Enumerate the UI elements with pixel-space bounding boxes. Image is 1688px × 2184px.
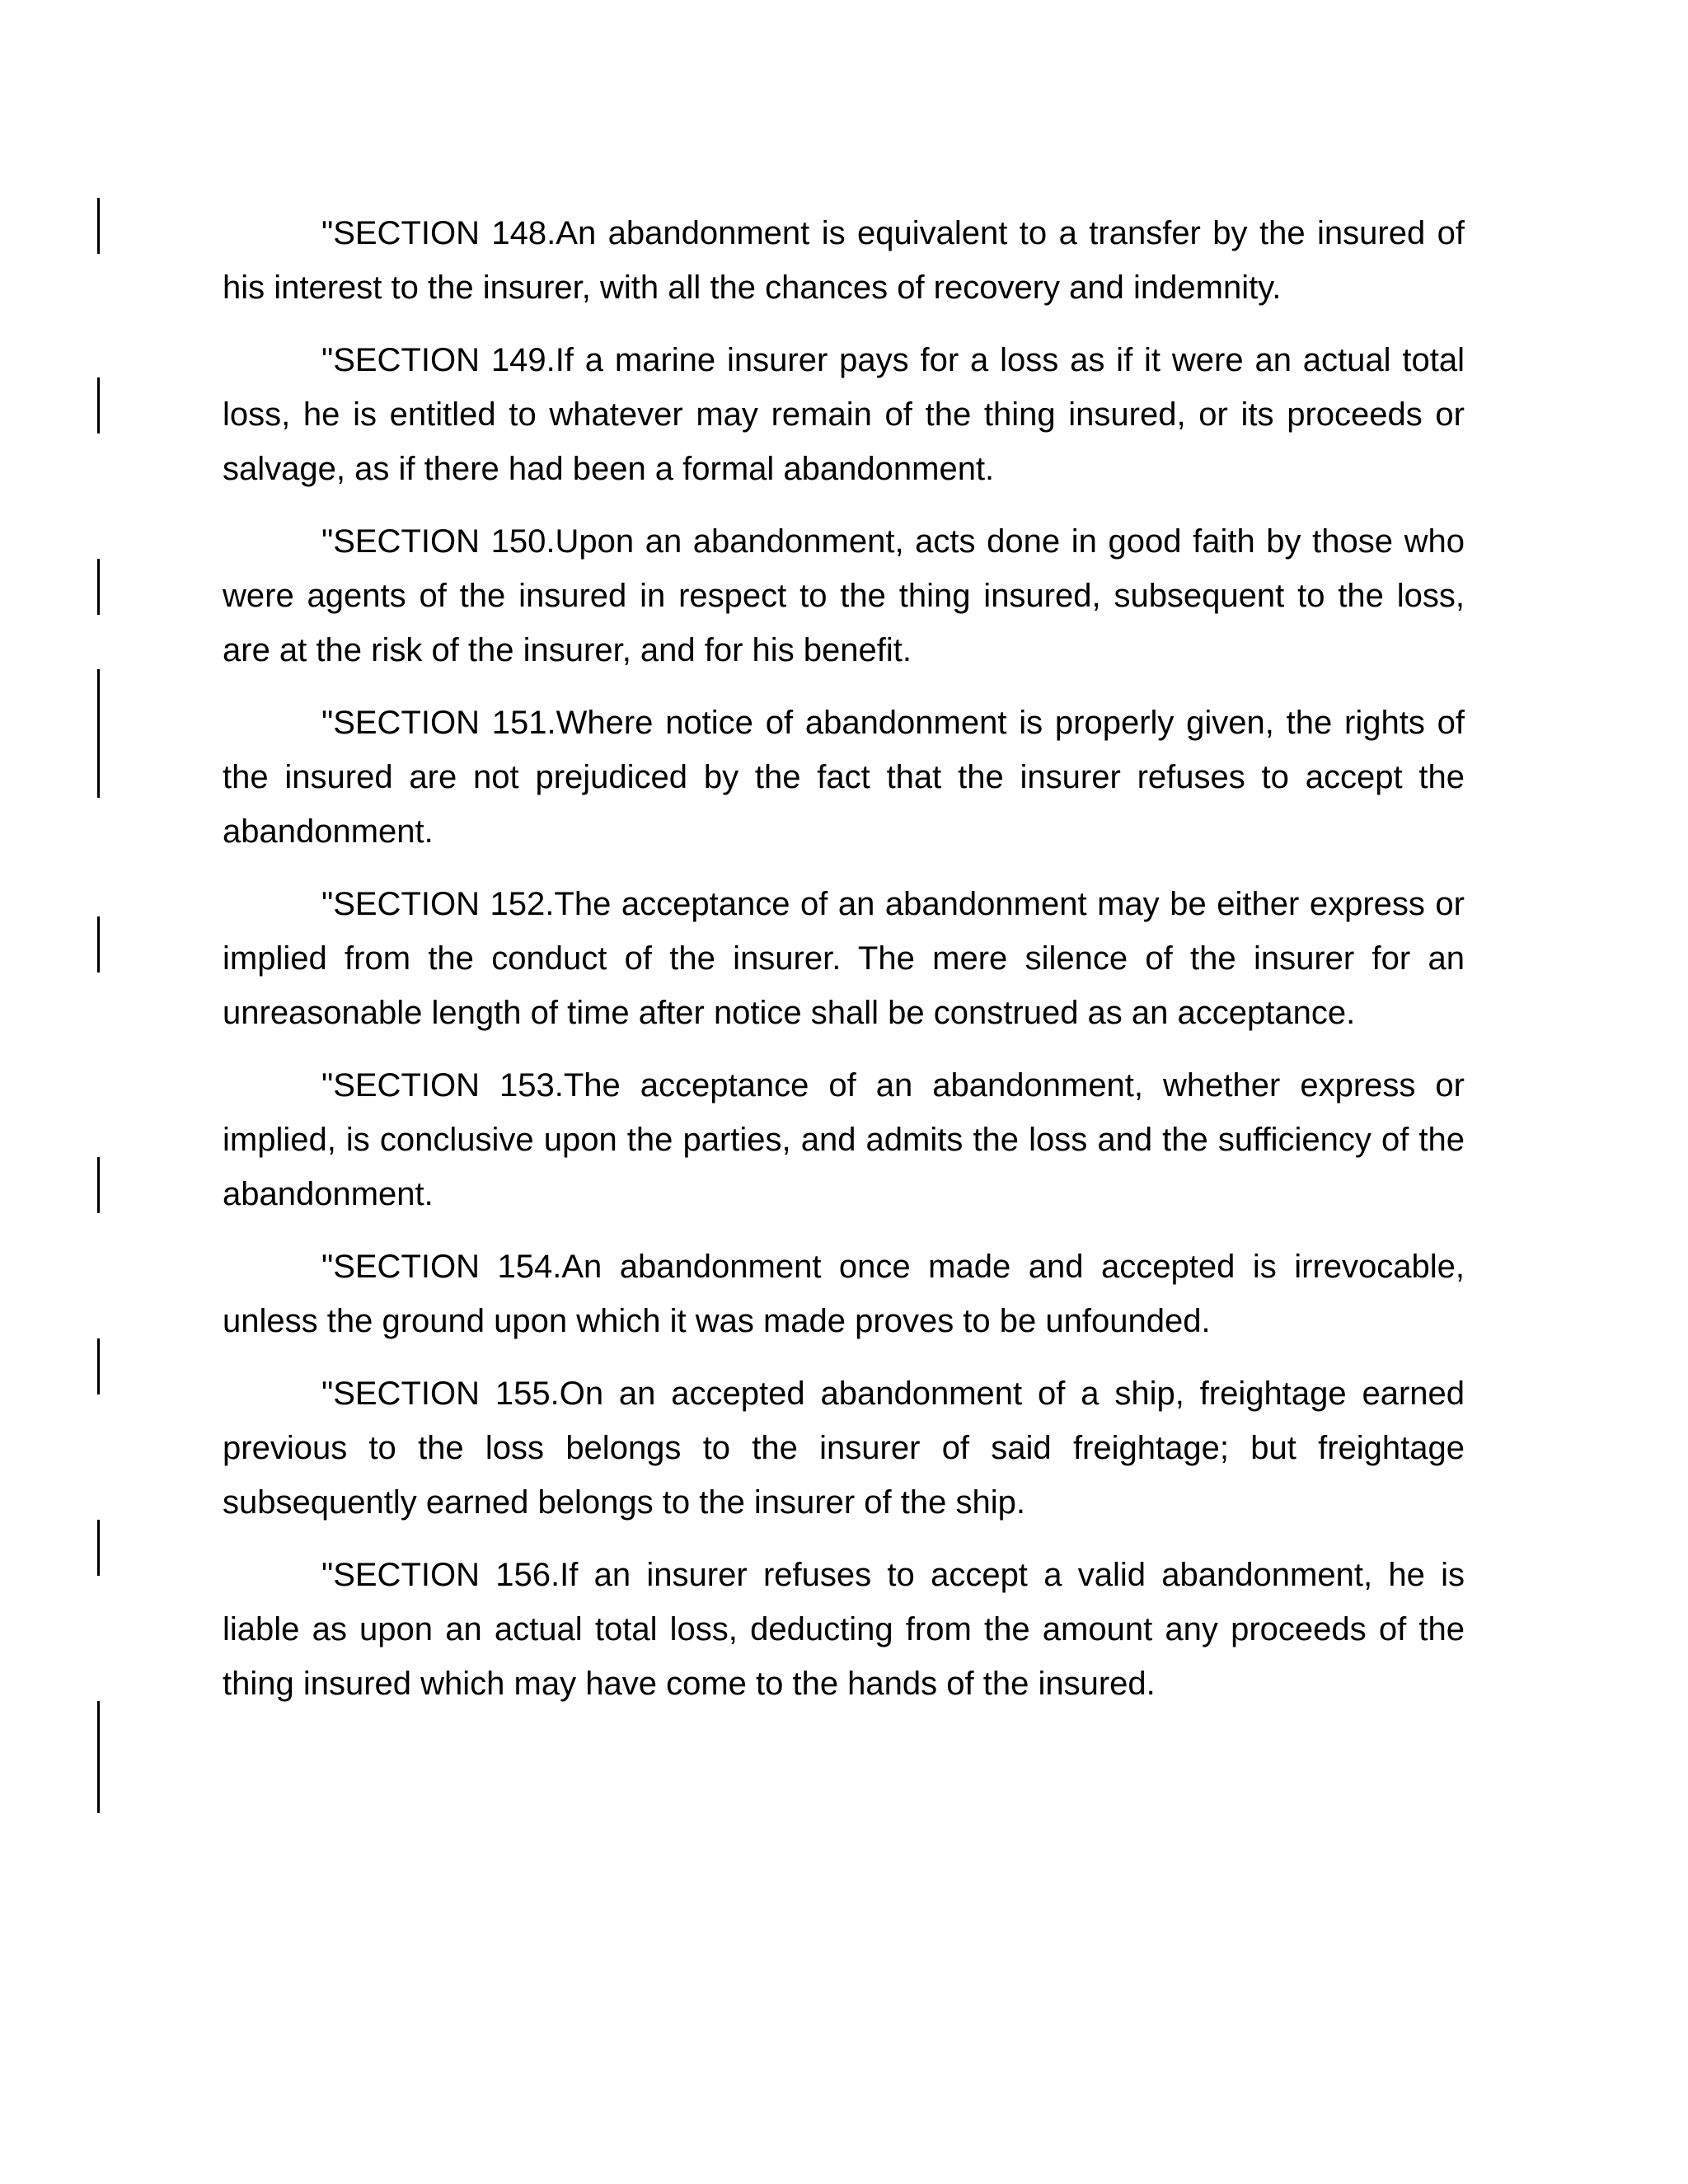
section-151-paragraph: "SECTION 151.Where notice of abandonment is properly given, the rights of the insured are not prejudiced by the fact that the insurer refuses to accept the abandonment. [223, 705, 1465, 850]
section-156-paragraph: "SECTION 156.If an insurer refuses to accept a valid abandonment, he is liable as upon an actual total loss, deducting from the amount any proceeds of the thing insured which may have come to the hands of the insured. [223, 1557, 1465, 1702]
change-bar [97, 669, 100, 798]
change-bar [97, 916, 100, 972]
document-body [223, 206, 1465, 1729]
change-bar [97, 1338, 100, 1394]
section-149-paragraph: "SECTION 149.If a marine insurer pays for a loss as if it were an actual total loss, he is entitled to whatever may remain of the thing insured, or its proceeds or salvage, as if there had been a formal abandonment. [223, 342, 1465, 487]
section-153-paragraph: "SECTION 153.The acceptance of an abandonment, whether express or implied, is conclusive upon the parties, and admits the loss and the sufficiency of the abandonment. [223, 1067, 1465, 1212]
change-bar [97, 1157, 100, 1213]
section-152-paragraph: "SECTION 152.The acceptance of an abandonment may be either express or implied from the conduct of the insurer. The mere silence of the insurer for an unreasonable length of time after notice shall be construed as an acceptance. [223, 886, 1465, 1031]
section-155-paragraph: "SECTION 155.On an accepted abandonment of a ship, freightage earned previous to the loss belongs to the insurer of said freightage; but freightage subsequently earned belongs to the insurer of the ship. [223, 1376, 1465, 1521]
change-bar [97, 1520, 100, 1576]
section-154-paragraph: "SECTION 154.An abandonment once made and accepted is irrevocable, unless the ground upon which it was made proves to be unfounded. [223, 1249, 1465, 1339]
section-148-paragraph: "SECTION 148.An abandonment is equivalent to a transfer by the insured of his interest to the insurer, with all the chances of recovery and indemnity. [223, 215, 1465, 306]
change-bar [97, 1701, 100, 1813]
change-bar [97, 559, 100, 615]
change-bar [97, 198, 100, 254]
section-150-paragraph: "SECTION 150.Upon an abandonment, acts done in good faith by those who were agents of the insured in respect to the thing insured, subsequent to the loss, are at the risk of the insurer, and for his benefit. [223, 523, 1465, 668]
change-bar [97, 377, 100, 434]
